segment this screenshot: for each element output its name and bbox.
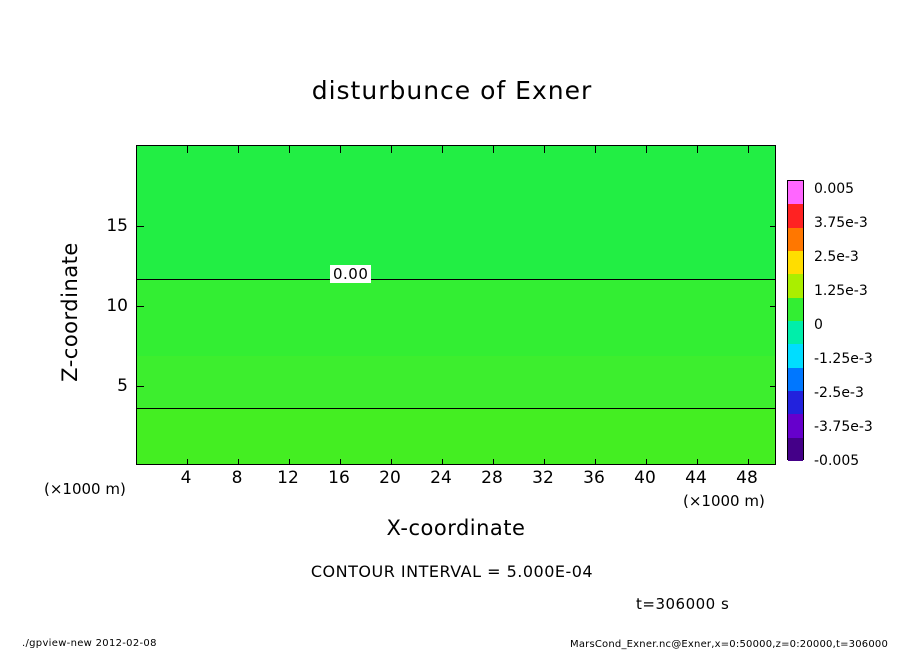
x-tick bbox=[595, 146, 596, 153]
contour-label: 0.00 bbox=[330, 265, 371, 283]
x-axis-units: (×1000 m) bbox=[683, 492, 765, 510]
y-tick bbox=[137, 226, 144, 227]
x-tick-label: 40 bbox=[634, 468, 656, 488]
x-tick bbox=[391, 459, 392, 465]
x-tick-label: 48 bbox=[736, 468, 758, 488]
colorbar-cell bbox=[788, 344, 803, 367]
colorbar-cell bbox=[788, 204, 803, 227]
time-label: t=306000 s bbox=[636, 595, 730, 613]
x-tick bbox=[238, 146, 239, 153]
x-tick bbox=[289, 146, 290, 153]
colorbar-tick-label: 0.005 bbox=[814, 181, 855, 197]
colorbar-cell bbox=[788, 251, 803, 274]
x-tick bbox=[340, 459, 341, 465]
x-tick bbox=[442, 146, 443, 153]
y-tick bbox=[770, 226, 776, 227]
contour-band bbox=[137, 409, 775, 465]
y-tick-label: 5 bbox=[117, 376, 128, 396]
x-tick bbox=[493, 459, 494, 465]
y-tick bbox=[770, 386, 776, 387]
colorbar-cell bbox=[788, 438, 803, 461]
plot-area bbox=[136, 145, 776, 465]
footer-right-text: MarsCond_Exner.nc@Exner,x=0:50000,z=0:20000,t=306000 bbox=[570, 639, 889, 650]
y-tick bbox=[137, 306, 144, 307]
x-tick-label: 16 bbox=[328, 468, 350, 488]
x-tick bbox=[595, 459, 596, 465]
x-tick bbox=[697, 146, 698, 153]
y-tick-label: 15 bbox=[106, 216, 128, 236]
page-title: disturbunce of Exner bbox=[311, 76, 593, 105]
x-axis-title: X-coordinate bbox=[386, 516, 526, 540]
y-tick bbox=[137, 386, 144, 387]
contour-band bbox=[137, 279, 775, 356]
x-tick-label: 32 bbox=[532, 468, 554, 488]
colorbar-cell bbox=[788, 274, 803, 297]
y-axis-units: (×1000 m) bbox=[44, 480, 126, 498]
y-axis-title: Z-coordinate bbox=[58, 242, 82, 382]
colorbar-cell bbox=[788, 181, 803, 204]
colorbar-tick-label: 0 bbox=[814, 317, 823, 333]
y-tick-label: 10 bbox=[106, 296, 128, 316]
x-tick-label: 20 bbox=[379, 468, 401, 488]
colorbar-cell bbox=[788, 414, 803, 437]
colorbar bbox=[787, 180, 804, 460]
x-tick-label: 8 bbox=[231, 468, 243, 488]
x-tick bbox=[493, 146, 494, 153]
x-tick bbox=[340, 146, 341, 153]
x-tick-label: 44 bbox=[685, 468, 707, 488]
colorbar-tick-label: 1.25e-3 bbox=[814, 283, 868, 299]
contour-line bbox=[137, 408, 775, 409]
colorbar-tick-label: 3.75e-3 bbox=[814, 215, 868, 231]
x-tick-label: 12 bbox=[277, 468, 299, 488]
x-tick bbox=[697, 459, 698, 465]
colorbar-cell bbox=[788, 321, 803, 344]
y-tick bbox=[770, 306, 776, 307]
colorbar-tick-label: -1.25e-3 bbox=[814, 351, 873, 367]
colorbar-tick-label: -2.5e-3 bbox=[814, 385, 864, 401]
colorbar-cell bbox=[788, 391, 803, 414]
colorbar-tick-label: -0.005 bbox=[814, 453, 860, 469]
x-tick bbox=[544, 459, 545, 465]
contour-band bbox=[137, 356, 775, 409]
x-tick bbox=[187, 146, 188, 153]
x-tick bbox=[289, 459, 290, 465]
colorbar-tick-label: 2.5e-3 bbox=[814, 249, 859, 265]
colorbar-tick-label: -3.75e-3 bbox=[814, 419, 873, 435]
contour-line bbox=[137, 279, 775, 280]
x-tick bbox=[748, 146, 749, 153]
x-tick bbox=[646, 459, 647, 465]
x-tick-label: 4 bbox=[180, 468, 192, 488]
x-tick bbox=[646, 146, 647, 153]
contour-band bbox=[137, 146, 775, 279]
x-tick-label: 36 bbox=[583, 468, 605, 488]
x-tick bbox=[442, 459, 443, 465]
x-tick-label: 24 bbox=[430, 468, 452, 488]
x-tick bbox=[238, 459, 239, 465]
colorbar-cell bbox=[788, 298, 803, 321]
x-tick bbox=[748, 459, 749, 465]
colorbar-cell bbox=[788, 368, 803, 391]
contour-interval-label: CONTOUR INTERVAL = 5.000E-04 bbox=[310, 562, 594, 581]
footer-left-text: ./gpview-new 2012-02-08 bbox=[22, 638, 157, 649]
x-tick bbox=[544, 146, 545, 153]
colorbar-cell bbox=[788, 228, 803, 251]
x-tick bbox=[391, 146, 392, 153]
x-tick bbox=[187, 459, 188, 465]
x-tick-label: 28 bbox=[481, 468, 503, 488]
